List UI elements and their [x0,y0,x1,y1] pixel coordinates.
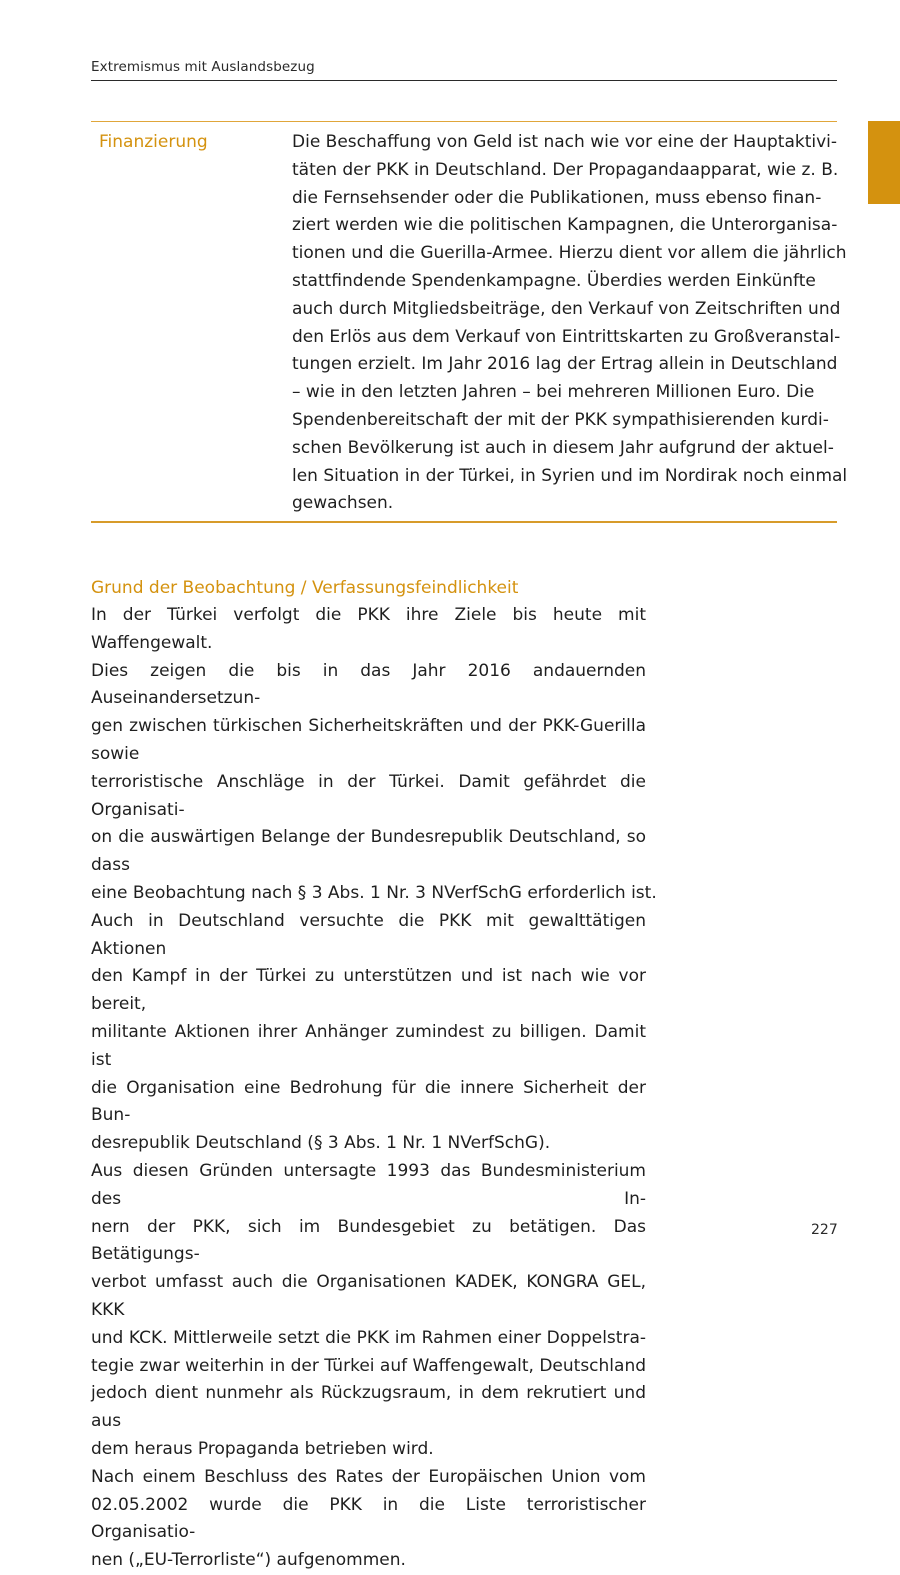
body-paragraphs [91,602,657,1575]
text-line: gewachsen. [292,493,394,514]
text-line: len Situation in der Türkei, in Syrien und im Nordirak noch einmal [292,465,848,486]
text-line: verbot umfasst auch die Organisationen KADEK, KONGRA GEL, KKK [91,1272,646,1320]
text-line: Nach einem Beschluss des Rates der Europäischen Union vom [91,1466,646,1487]
table-top-rule [91,121,837,122]
text-line: Aus diesen Gründen untersagte 1993 das Bundesministerium des In- [91,1160,646,1209]
text-line: nern der PKK, sich im Bundesgebiet zu betätigen. Das Betätigungs- [91,1216,646,1265]
text-line: In der Türkei verfolgt die PKK ihre Ziele bis heute mit Waffengewalt. [91,605,646,653]
text-line: desrepublik Deutschland (§ 3 Abs. 1 Nr. 1 NVerfSchG). [91,1133,551,1154]
section-heading: Grund der Beobachtung / Verfassungsfeindlichkeit [91,578,519,598]
text-line: jedoch dient nunmehr als Rückzugsraum, in dem rekrutiert und aus [91,1383,646,1432]
text-line: schen Bevölkerung ist auch in diesem Jahr aufgrund der aktuel- [292,437,834,458]
text-line: auch durch Mitgliedsbeiträge, den Verkauf von Zeitschriften und [292,298,841,319]
text-line: Spendenbereitschaft der mit der PKK sympathisierenden kurdi- [292,409,829,430]
text-line: nen („EU-Terrorliste“) aufgenommen. [91,1550,406,1571]
text-line: terroristische Anschläge in der Türkei. Damit gefährdet die Organisati- [91,771,646,820]
table-row-label: Finanzierung [99,132,208,152]
text-line: die Organisation eine Bedrohung für die innere Sicherheit der Bun- [91,1077,646,1126]
header-rule [91,80,837,81]
running-header: Extremismus mit Auslandsbezug [91,59,315,75]
text-line: Dies zeigen die bis in das Jahr 2016 andauernden Auseinandersetzun- [91,660,646,709]
text-line: tionen und die Guerilla-Armee. Hierzu dient vor allem die jährlich [292,243,847,264]
text-line: ziert werden wie die politischen Kampagnen, die Unterorganisa- [292,215,838,236]
text-line: Auch in Deutschland versuchte die PKK mit gewalttätigen Aktionen [91,910,646,959]
text-line: militante Aktionen ihrer Anhänger zumindest zu billigen. Damit ist [91,1021,646,1070]
chapter-tab-marker [868,121,900,204]
text-line: tegie zwar weiterhin in der Türkei auf Waffengewalt, Deutschland [91,1355,647,1376]
text-line: Die Beschaffung von Geld ist nach wie vor eine der Hauptaktivi- [292,132,838,152]
table-row-text [292,129,848,518]
text-line: stattfindende Spendenkampagne. Überdies werden Einkünfte [292,270,816,291]
text-line: – wie in den letzten Jahren – bei mehreren Millionen Euro. Die [292,382,815,403]
text-line: dem heraus Propaganda betrieben wird. [91,1438,434,1459]
text-line: den Erlös aus dem Verkauf von Eintrittskarten zu Großveranstal- [292,326,841,347]
table-bottom-rule [91,521,837,523]
text-line: den Kampf in der Türkei zu unterstützen und ist nach wie vor bereit, [91,966,646,1015]
text-line: täten der PKK in Deutschland. Der Propagandaapparat, wie z. B. [292,159,839,180]
text-line: 02.05.2002 wurde die PKK in die Liste terroristischer Organisatio- [91,1494,646,1543]
text-line: gen zwischen türkischen Sicherheitskräften und der PKK-Guerilla sowie [91,716,646,764]
text-line: die Fernsehsender oder die Publikationen, muss ebenso finan- [292,187,822,208]
page-number: 227 [811,1222,838,1238]
text-line: und KCK. Mittlerweile setzt die PKK im Rahmen einer Doppelstra- [91,1327,646,1348]
text-line: on die auswärtigen Belange der Bundesrepublik Deutschland, so dass [91,827,646,876]
text-line: tungen erzielt. Im Jahr 2016 lag der Ertrag allein in Deutschland [292,354,838,375]
text-line: eine Beobachtung nach § 3 Abs. 1 Nr. 3 NVerfSchG erforderlich ist. [91,882,657,903]
